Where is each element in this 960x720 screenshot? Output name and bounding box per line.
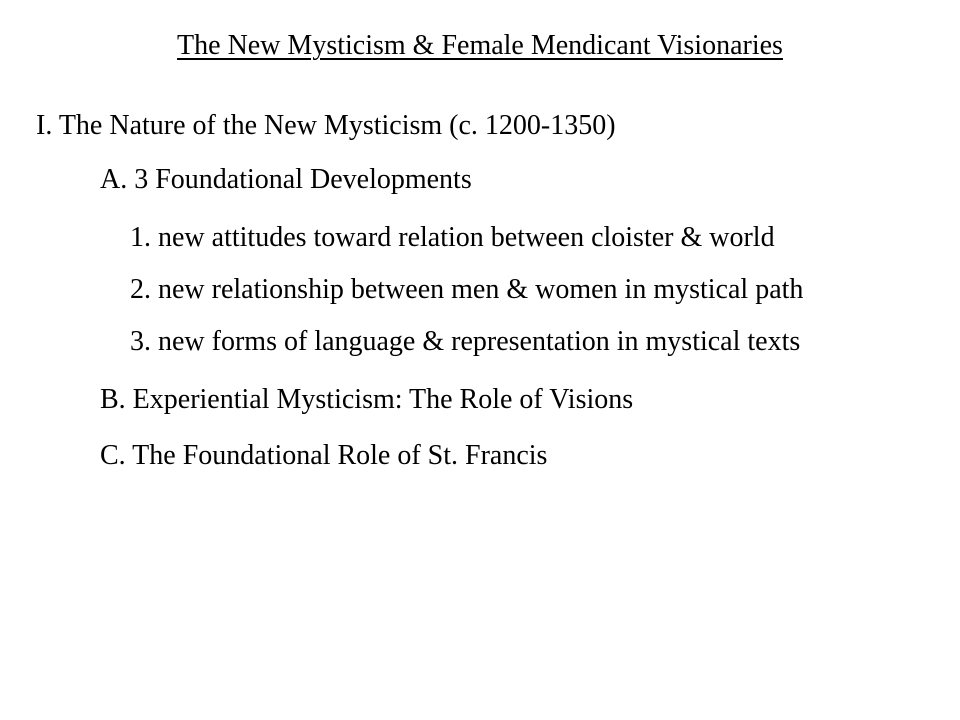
outline-item-a3: 3. new forms of language & representation in mystical texts bbox=[130, 326, 801, 357]
outline-item-a: A. 3 Foundational Developments bbox=[100, 164, 472, 195]
outline-item-a1: 1. new attitudes toward relation between cloister & world bbox=[130, 222, 775, 253]
outline-section-i: I. The Nature of the New Mysticism (c. 1200-1350) bbox=[36, 110, 616, 141]
outline-item-b: B. Experiential Mysticism: The Role of Visions bbox=[100, 384, 634, 415]
outline-item-a2: 2. new relationship between men & women in mystical path bbox=[130, 274, 804, 305]
outline-item-c: C. The Foundational Role of St. Francis bbox=[100, 440, 548, 471]
slide-title: The New Mysticism & Female Mendicant Visionaries bbox=[177, 30, 783, 61]
